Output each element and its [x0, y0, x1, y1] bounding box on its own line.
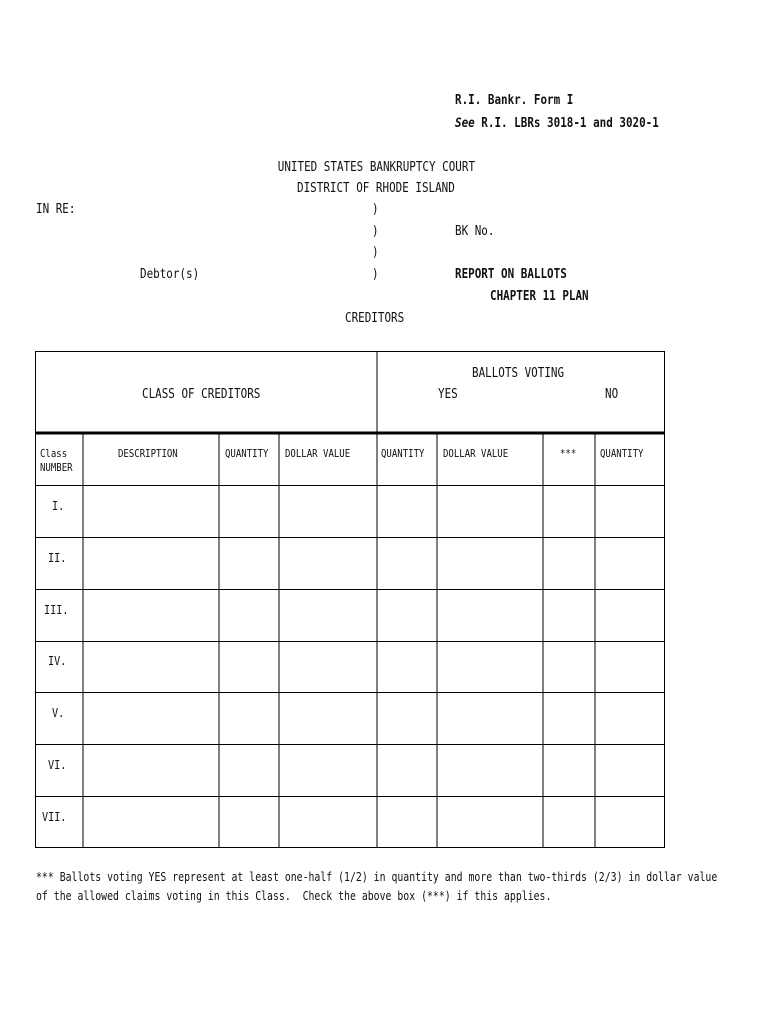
debtor-label: Debtor(s) — [140, 267, 200, 282]
cell-row-3-description[interactable] — [84, 590, 219, 641]
caption-paren-3: ) — [372, 245, 379, 260]
cell-row-3-yes-dollar-value[interactable] — [438, 590, 543, 641]
cell-row-4-yes-dollar-value[interactable] — [438, 642, 543, 692]
cell-row-3-checkbox[interactable] — [544, 590, 595, 641]
cell-row-4-dollar-value[interactable] — [280, 642, 377, 692]
row-label-class-3: III. — [44, 603, 69, 617]
plan-title: CHAPTER 11 PLAN — [490, 289, 589, 304]
cell-row-7-yes-quantity[interactable] — [378, 797, 437, 847]
rule-reference-text: R.I. LBRs 3018-1 and 3020-1 — [474, 116, 659, 131]
cell-row-6-dollar-value[interactable] — [280, 745, 377, 796]
no-header: NO — [605, 387, 619, 402]
footnote — [36, 868, 717, 906]
footnote-line-2: of the allowed claims voting in this Class. Check the above box (***) if this applies. — [36, 889, 552, 903]
column-header-description: DESCRIPTION — [118, 447, 178, 460]
row-label-class-6: VI. — [48, 758, 67, 772]
cell-row-2-dollar-value[interactable] — [280, 538, 377, 589]
cell-row-3-dollar-value[interactable] — [280, 590, 377, 641]
cell-row-3-yes-quantity[interactable] — [378, 590, 437, 641]
caption-paren-1: ) — [372, 202, 379, 217]
cell-row-2-no-quantity[interactable] — [596, 538, 664, 589]
cell-row-6-quantity[interactable] — [220, 745, 279, 796]
cell-row-5-checkbox[interactable] — [544, 693, 595, 744]
column-header-quantity: QUANTITY — [225, 447, 269, 460]
cell-row-2-description[interactable] — [84, 538, 219, 589]
cell-row-2-checkbox[interactable] — [544, 538, 595, 589]
column-header-yes-quantity: QUANTITY — [381, 447, 425, 460]
footnote-line-1: *** Ballots voting YES represent at least one-half (1/2) in quantity and more than two-thirds (2/3) in dollar value — [36, 870, 718, 884]
cell-row-6-yes-dollar-value[interactable] — [438, 745, 543, 796]
cell-row-5-no-quantity[interactable] — [596, 693, 664, 744]
cell-row-1-checkbox[interactable] — [544, 486, 595, 537]
cell-row-4-quantity[interactable] — [220, 642, 279, 692]
form-id: R.I. Bankr. Form I — [455, 93, 574, 108]
cell-row-1-yes-dollar-value[interactable] — [438, 486, 543, 537]
caption-paren-4: ) — [372, 267, 379, 282]
yes-header: YES — [438, 387, 458, 402]
row-label-class-4: IV. — [48, 654, 67, 668]
ballots-voting-header: BALLOTS VOTING — [472, 366, 565, 381]
row-label-class-2: II. — [48, 551, 67, 565]
column-header-dollar-value: DOLLAR VALUE — [285, 447, 351, 460]
in-re-label: IN RE: — [36, 202, 76, 217]
cell-row-7-quantity[interactable] — [220, 797, 279, 847]
cell-row-7-yes-dollar-value[interactable] — [438, 797, 543, 847]
cell-row-4-description[interactable] — [84, 642, 219, 692]
cell-row-5-dollar-value[interactable] — [280, 693, 377, 744]
column-header-class-number: Class NUMBER — [40, 447, 73, 474]
column-header-yes-dollar-value: DOLLAR VALUE — [443, 447, 509, 460]
cell-row-5-yes-quantity[interactable] — [378, 693, 437, 744]
court-district-text: DISTRICT OF RHODE ISLAND — [297, 181, 455, 196]
cell-row-2-yes-dollar-value[interactable] — [438, 538, 543, 589]
cell-row-4-checkbox[interactable] — [544, 642, 595, 692]
row-label-class-5: V. — [52, 706, 65, 720]
cell-row-1-quantity[interactable] — [220, 486, 279, 537]
cell-row-1-yes-quantity[interactable] — [378, 486, 437, 537]
cell-row-7-checkbox[interactable] — [544, 797, 595, 847]
cell-row-3-quantity[interactable] — [220, 590, 279, 641]
cell-row-4-yes-quantity[interactable] — [378, 642, 437, 692]
caption-paren-2: ) — [372, 224, 379, 239]
cell-row-3-no-quantity[interactable] — [596, 590, 664, 641]
cell-row-5-description[interactable] — [84, 693, 219, 744]
cell-row-6-description[interactable] — [84, 745, 219, 796]
row-label-class-1: I. — [52, 499, 65, 513]
column-header-checkbox: *** — [560, 447, 577, 460]
bk-number-label: BK No. — [455, 224, 495, 239]
cell-row-1-no-quantity[interactable] — [596, 486, 664, 537]
cell-row-5-yes-dollar-value[interactable] — [438, 693, 543, 744]
cell-row-7-no-quantity[interactable] — [596, 797, 664, 847]
class-of-creditors-header: CLASS OF CREDITORS — [142, 387, 261, 402]
cell-row-6-checkbox[interactable] — [544, 745, 595, 796]
see-prefix: See — [455, 116, 475, 131]
cell-row-4-no-quantity[interactable] — [596, 642, 664, 692]
court-name-text: UNITED STATES BANKRUPTCY COURT — [277, 160, 475, 175]
cell-row-2-yes-quantity[interactable] — [378, 538, 437, 589]
row-label-class-7: VII. — [42, 810, 67, 824]
cell-row-7-description[interactable] — [84, 797, 219, 847]
creditors-label: CREDITORS — [345, 311, 405, 326]
cell-row-1-dollar-value[interactable] — [280, 486, 377, 537]
report-title: REPORT ON BALLOTS — [455, 267, 567, 282]
cell-row-5-quantity[interactable] — [220, 693, 279, 744]
cell-row-1-description[interactable] — [84, 486, 219, 537]
cell-row-7-dollar-value[interactable] — [280, 797, 377, 847]
cell-row-2-quantity[interactable] — [220, 538, 279, 589]
column-header-no-quantity: QUANTITY — [600, 447, 644, 460]
cell-row-6-yes-quantity[interactable] — [378, 745, 437, 796]
cell-row-6-no-quantity[interactable] — [596, 745, 664, 796]
